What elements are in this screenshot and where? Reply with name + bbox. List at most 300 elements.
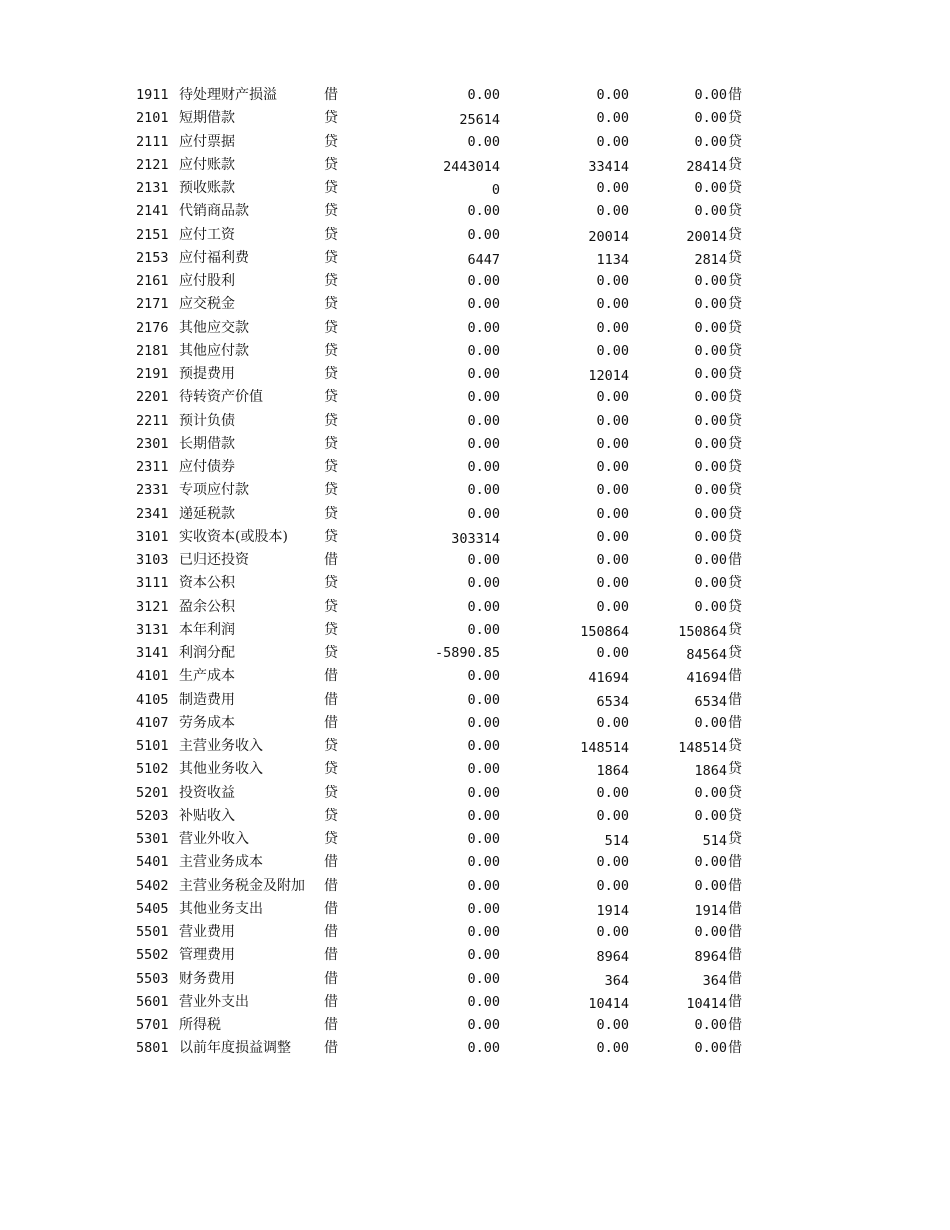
opening-direction: 贷 (324, 389, 338, 406)
period-amount: 0.00 (596, 273, 629, 289)
ledger-row (0, 1014, 950, 1037)
account-code: 2176 (136, 319, 169, 336)
opening-direction: 贷 (324, 528, 338, 545)
account-name: 应交税金 (179, 296, 235, 313)
account-name: 专项应付款 (179, 482, 249, 499)
opening-direction: 借 (324, 900, 338, 917)
account-name: 盈余公积 (179, 598, 235, 615)
closing-balance: 84564 (686, 647, 727, 663)
account-name: 营业费用 (179, 924, 235, 940)
closing-direction: 贷 (728, 621, 742, 638)
opening-direction: 贷 (324, 412, 338, 429)
opening-direction: 贷 (324, 575, 338, 592)
closing-direction: 贷 (728, 226, 742, 243)
opening-direction: 借 (324, 1040, 338, 1057)
account-code: 5405 (136, 900, 169, 917)
account-name: 应付债券 (179, 459, 235, 475)
account-name: 其他应交款 (179, 319, 249, 336)
account-code: 2191 (136, 366, 169, 382)
account-name: 代销商品款 (179, 203, 249, 220)
closing-direction: 贷 (728, 459, 742, 475)
ledger-row (0, 433, 950, 456)
opening-balance: 0.00 (467, 203, 500, 220)
account-name: 预提费用 (179, 366, 235, 382)
ledger-row (0, 200, 950, 223)
opening-direction: 贷 (324, 505, 338, 522)
closing-direction: 贷 (728, 528, 742, 545)
opening-direction: 贷 (324, 133, 338, 150)
opening-balance: 0.00 (467, 342, 500, 359)
account-code: 3111 (136, 575, 169, 592)
opening-balance: 0.00 (467, 924, 500, 940)
ledger-row (0, 549, 950, 572)
closing-direction: 借 (728, 947, 742, 964)
ledger-row (0, 247, 950, 270)
opening-direction: 借 (324, 87, 338, 103)
ledger-row (0, 944, 950, 967)
account-name: 应付账款 (179, 156, 235, 173)
opening-balance: 0.00 (467, 970, 500, 987)
closing-balance: 0.00 (694, 110, 727, 127)
account-name: 以前年度损益调整 (179, 1040, 291, 1057)
account-code: 2131 (136, 180, 169, 196)
account-name: 补贴收入 (179, 807, 235, 824)
closing-direction: 贷 (728, 645, 742, 661)
account-code: 2111 (136, 133, 169, 150)
period-amount: 0.00 (596, 598, 629, 615)
period-amount: 1914 (596, 902, 629, 919)
account-name: 应付票据 (179, 133, 235, 150)
account-code: 3131 (136, 621, 169, 638)
account-name: 已归还投资 (179, 552, 249, 568)
ledger-row (0, 712, 950, 735)
closing-direction: 借 (728, 854, 742, 871)
opening-direction: 贷 (324, 482, 338, 499)
opening-balance: 2443014 (443, 158, 500, 175)
closing-balance: 0.00 (694, 528, 727, 545)
account-code: 5701 (136, 1017, 169, 1033)
account-code: 2181 (136, 342, 169, 359)
closing-direction: 借 (728, 668, 742, 685)
closing-direction: 贷 (728, 738, 742, 754)
closing-balance: 28414 (686, 158, 727, 175)
account-code: 2141 (136, 203, 169, 220)
opening-balance: 0.00 (467, 831, 500, 847)
account-code: 2331 (136, 482, 169, 499)
period-amount: 41694 (588, 670, 629, 687)
account-name: 预计负债 (179, 412, 235, 429)
opening-direction: 借 (324, 854, 338, 871)
period-amount: 0.00 (596, 482, 629, 499)
closing-balance: 20014 (686, 228, 727, 245)
ledger-row (0, 1037, 950, 1060)
ledger-row (0, 665, 950, 688)
ledger-row (0, 84, 950, 107)
ledger-row (0, 410, 950, 433)
closing-balance: 0.00 (694, 807, 727, 824)
account-name: 短期借款 (179, 110, 235, 127)
ledger-row (0, 456, 950, 479)
period-amount: 0.00 (596, 133, 629, 150)
closing-direction: 贷 (728, 273, 742, 289)
closing-direction: 借 (728, 877, 742, 894)
account-code: 3103 (136, 552, 169, 568)
closing-direction: 贷 (728, 784, 742, 801)
closing-direction: 借 (728, 714, 742, 731)
closing-direction: 借 (728, 1040, 742, 1057)
account-code: 2311 (136, 459, 169, 475)
period-amount: 6534 (596, 693, 629, 710)
period-amount: 0.00 (596, 877, 629, 894)
account-name: 营业外支出 (179, 993, 249, 1010)
ledger-row (0, 689, 950, 712)
closing-direction: 贷 (728, 133, 742, 150)
account-code: 2151 (136, 226, 169, 243)
account-code: 5401 (136, 854, 169, 871)
period-amount: 0.00 (596, 854, 629, 871)
period-amount: 514 (604, 833, 629, 849)
ledger-row (0, 596, 950, 619)
closing-direction: 贷 (728, 831, 742, 847)
closing-direction: 贷 (728, 505, 742, 522)
closing-balance: 10414 (686, 995, 727, 1012)
opening-direction: 借 (324, 691, 338, 708)
opening-balance: 0.00 (467, 947, 500, 964)
ledger-row (0, 642, 950, 665)
ledger-row (0, 363, 950, 386)
account-code: 2101 (136, 110, 169, 127)
closing-direction: 贷 (728, 482, 742, 499)
opening-balance: 6447 (467, 251, 500, 268)
closing-balance: 0.00 (694, 366, 727, 382)
account-code: 2153 (136, 249, 169, 266)
period-amount: 0.00 (596, 924, 629, 940)
account-code: 2201 (136, 389, 169, 406)
period-amount: 0.00 (596, 87, 629, 103)
account-code: 2161 (136, 273, 169, 289)
account-name: 资本公积 (179, 575, 235, 592)
account-name: 管理费用 (179, 947, 235, 964)
closing-balance: 0.00 (694, 505, 727, 522)
ledger-row (0, 131, 950, 154)
account-code: 5503 (136, 970, 169, 987)
account-name: 财务费用 (179, 970, 235, 987)
period-amount: 0.00 (596, 505, 629, 522)
ledger-row (0, 270, 950, 293)
opening-balance: -5890.85 (434, 645, 500, 661)
period-amount: 0.00 (596, 319, 629, 336)
account-code: 5301 (136, 831, 169, 847)
closing-direction: 贷 (728, 389, 742, 406)
account-code: 4101 (136, 668, 169, 685)
opening-balance: 0.00 (467, 226, 500, 243)
period-amount: 0.00 (596, 575, 629, 592)
opening-direction: 贷 (324, 226, 338, 243)
ledger-row (0, 851, 950, 874)
account-name: 长期借款 (179, 435, 235, 452)
ledger-row (0, 898, 950, 921)
opening-balance: 0.00 (467, 784, 500, 801)
opening-balance: 0.00 (467, 1017, 500, 1033)
opening-direction: 贷 (324, 459, 338, 475)
period-amount: 8964 (596, 949, 629, 966)
opening-balance: 0.00 (467, 296, 500, 313)
account-code: 5402 (136, 877, 169, 894)
ledger-row (0, 758, 950, 781)
opening-direction: 贷 (324, 831, 338, 847)
opening-direction: 贷 (324, 738, 338, 754)
ledger-table (0, 84, 950, 1061)
ledger-row (0, 154, 950, 177)
account-name: 应付福利费 (179, 249, 249, 266)
closing-direction: 借 (728, 900, 742, 917)
account-code: 5502 (136, 947, 169, 964)
closing-balance: 41694 (686, 670, 727, 687)
ledger-row (0, 340, 950, 363)
account-code: 3101 (136, 528, 169, 545)
period-amount: 0.00 (596, 110, 629, 127)
ledger-row (0, 293, 950, 316)
account-name: 主营业务收入 (179, 738, 263, 754)
period-amount: 150864 (580, 623, 629, 640)
opening-balance: 0.00 (467, 366, 500, 382)
ledger-row (0, 828, 950, 851)
account-code: 3141 (136, 645, 169, 661)
closing-direction: 贷 (728, 807, 742, 824)
opening-direction: 贷 (324, 645, 338, 661)
closing-direction: 贷 (728, 156, 742, 173)
account-name: 应付工资 (179, 226, 235, 243)
opening-balance: 0.00 (467, 877, 500, 894)
closing-balance: 514 (702, 833, 727, 849)
ledger-row (0, 875, 950, 898)
account-code: 2121 (136, 156, 169, 173)
opening-balance: 0.00 (467, 900, 500, 917)
ledger-row (0, 782, 950, 805)
ledger-row (0, 991, 950, 1014)
closing-balance: 148514 (678, 740, 727, 756)
opening-direction: 贷 (324, 249, 338, 266)
closing-direction: 贷 (728, 180, 742, 196)
period-amount: 0.00 (596, 784, 629, 801)
opening-balance: 25614 (459, 112, 500, 129)
ledger-row (0, 526, 950, 549)
closing-direction: 贷 (728, 342, 742, 359)
period-amount: 0.00 (596, 645, 629, 661)
period-amount: 0.00 (596, 180, 629, 196)
closing-balance: 0.00 (694, 924, 727, 940)
closing-direction: 贷 (728, 110, 742, 127)
closing-direction: 贷 (728, 412, 742, 429)
closing-balance: 364 (702, 972, 727, 989)
ledger-row (0, 177, 950, 200)
opening-balance: 0.00 (467, 854, 500, 871)
ledger-row (0, 805, 950, 828)
opening-balance: 0.00 (467, 133, 500, 150)
opening-balance: 0.00 (467, 319, 500, 336)
account-name: 实收资本(或股本) (179, 528, 288, 545)
opening-direction: 贷 (324, 296, 338, 313)
ledger-row (0, 619, 950, 642)
ledger-row (0, 921, 950, 944)
closing-balance: 0.00 (694, 319, 727, 336)
ledger-row (0, 317, 950, 340)
opening-balance: 0.00 (467, 598, 500, 615)
closing-balance: 8964 (694, 949, 727, 966)
account-name: 应付股利 (179, 273, 235, 289)
ledger-row (0, 572, 950, 595)
account-code: 2341 (136, 505, 169, 522)
ledger-row (0, 503, 950, 526)
account-name: 营业外收入 (179, 831, 249, 847)
period-amount: 0.00 (596, 552, 629, 568)
period-amount: 12014 (588, 368, 629, 384)
period-amount: 0.00 (596, 1017, 629, 1033)
opening-direction: 贷 (324, 598, 338, 615)
opening-balance: 0.00 (467, 575, 500, 592)
opening-direction: 贷 (324, 203, 338, 220)
opening-direction: 借 (324, 993, 338, 1010)
closing-direction: 贷 (728, 435, 742, 452)
closing-balance: 1914 (694, 902, 727, 919)
account-name: 劳务成本 (179, 714, 235, 731)
closing-balance: 0.00 (694, 435, 727, 452)
closing-balance: 150864 (678, 623, 727, 640)
account-name: 所得税 (179, 1017, 221, 1033)
closing-direction: 借 (728, 924, 742, 940)
opening-direction: 贷 (324, 319, 338, 336)
closing-direction: 借 (728, 87, 742, 103)
opening-direction: 贷 (324, 156, 338, 173)
closing-direction: 贷 (728, 598, 742, 615)
opening-balance: 303314 (451, 530, 500, 547)
account-name: 递延税款 (179, 505, 235, 522)
account-code: 5801 (136, 1040, 169, 1057)
period-amount: 1864 (596, 763, 629, 780)
opening-balance: 0.00 (467, 1040, 500, 1057)
period-amount: 0.00 (596, 807, 629, 824)
closing-balance: 0.00 (694, 1040, 727, 1057)
account-name: 待转资产价值 (179, 389, 263, 406)
opening-direction: 贷 (324, 273, 338, 289)
opening-balance: 0.00 (467, 993, 500, 1010)
closing-balance: 6534 (694, 693, 727, 710)
opening-direction: 贷 (324, 807, 338, 824)
closing-balance: 0.00 (694, 877, 727, 894)
opening-direction: 借 (324, 924, 338, 940)
ledger-row (0, 968, 950, 991)
opening-direction: 贷 (324, 761, 338, 778)
closing-balance: 1864 (694, 763, 727, 780)
account-name: 预收账款 (179, 180, 235, 196)
closing-balance: 0.00 (694, 296, 727, 313)
period-amount: 0.00 (596, 528, 629, 545)
account-code: 2171 (136, 296, 169, 313)
closing-direction: 贷 (728, 366, 742, 382)
opening-direction: 贷 (324, 110, 338, 127)
period-amount: 0.00 (596, 1040, 629, 1057)
closing-balance: 2814 (694, 251, 727, 268)
opening-balance: 0.00 (467, 482, 500, 499)
opening-direction: 借 (324, 668, 338, 685)
closing-balance: 0.00 (694, 482, 727, 499)
period-amount: 33414 (588, 158, 629, 175)
period-amount: 0.00 (596, 714, 629, 731)
period-amount: 1134 (596, 251, 629, 268)
opening-direction: 借 (324, 552, 338, 568)
account-name: 投资收益 (179, 784, 235, 801)
account-code: 5201 (136, 784, 169, 801)
period-amount: 0.00 (596, 342, 629, 359)
closing-balance: 0.00 (694, 552, 727, 568)
closing-direction: 借 (728, 1017, 742, 1033)
ledger-row (0, 735, 950, 758)
closing-direction: 贷 (728, 575, 742, 592)
opening-balance: 0.00 (467, 389, 500, 406)
account-name: 其他应付款 (179, 342, 249, 359)
closing-balance: 0.00 (694, 342, 727, 359)
opening-balance: 0.00 (467, 552, 500, 568)
opening-direction: 贷 (324, 621, 338, 638)
account-name: 其他业务收入 (179, 761, 263, 778)
closing-balance: 0.00 (694, 412, 727, 429)
closing-balance: 0.00 (694, 203, 727, 220)
account-name: 本年利润 (179, 621, 235, 638)
opening-direction: 贷 (324, 180, 338, 196)
closing-direction: 贷 (728, 296, 742, 313)
opening-balance: 0.00 (467, 505, 500, 522)
opening-direction: 借 (324, 714, 338, 731)
account-name: 制造费用 (179, 691, 235, 708)
period-amount: 0.00 (596, 435, 629, 452)
opening-direction: 贷 (324, 784, 338, 801)
opening-balance: 0.00 (467, 87, 500, 103)
opening-balance: 0.00 (467, 412, 500, 429)
ledger-row (0, 107, 950, 130)
closing-balance: 0.00 (694, 598, 727, 615)
period-amount: 148514 (580, 740, 629, 756)
account-code: 5101 (136, 738, 169, 754)
account-name: 生产成本 (179, 668, 235, 685)
opening-direction: 贷 (324, 366, 338, 382)
account-code: 4107 (136, 714, 169, 731)
closing-balance: 0.00 (694, 273, 727, 289)
account-name: 主营业务成本 (179, 854, 263, 871)
closing-balance: 0.00 (694, 575, 727, 592)
opening-direction: 借 (324, 970, 338, 987)
period-amount: 0.00 (596, 412, 629, 429)
account-code: 5102 (136, 761, 169, 778)
opening-balance: 0.00 (467, 714, 500, 731)
period-amount: 0.00 (596, 296, 629, 313)
opening-balance: 0.00 (467, 459, 500, 475)
closing-direction: 借 (728, 691, 742, 708)
opening-direction: 借 (324, 877, 338, 894)
closing-balance: 0.00 (694, 1017, 727, 1033)
closing-balance: 0.00 (694, 459, 727, 475)
account-code: 5601 (136, 993, 169, 1010)
opening-balance: 0.00 (467, 621, 500, 638)
closing-direction: 贷 (728, 249, 742, 266)
period-amount: 20014 (588, 228, 629, 245)
account-name: 其他业务支出 (179, 900, 263, 917)
ledger-row (0, 479, 950, 502)
account-code: 1911 (136, 87, 169, 103)
closing-direction: 贷 (728, 319, 742, 336)
ledger-row (0, 224, 950, 247)
closing-balance: 0.00 (694, 784, 727, 801)
account-code: 3121 (136, 598, 169, 615)
